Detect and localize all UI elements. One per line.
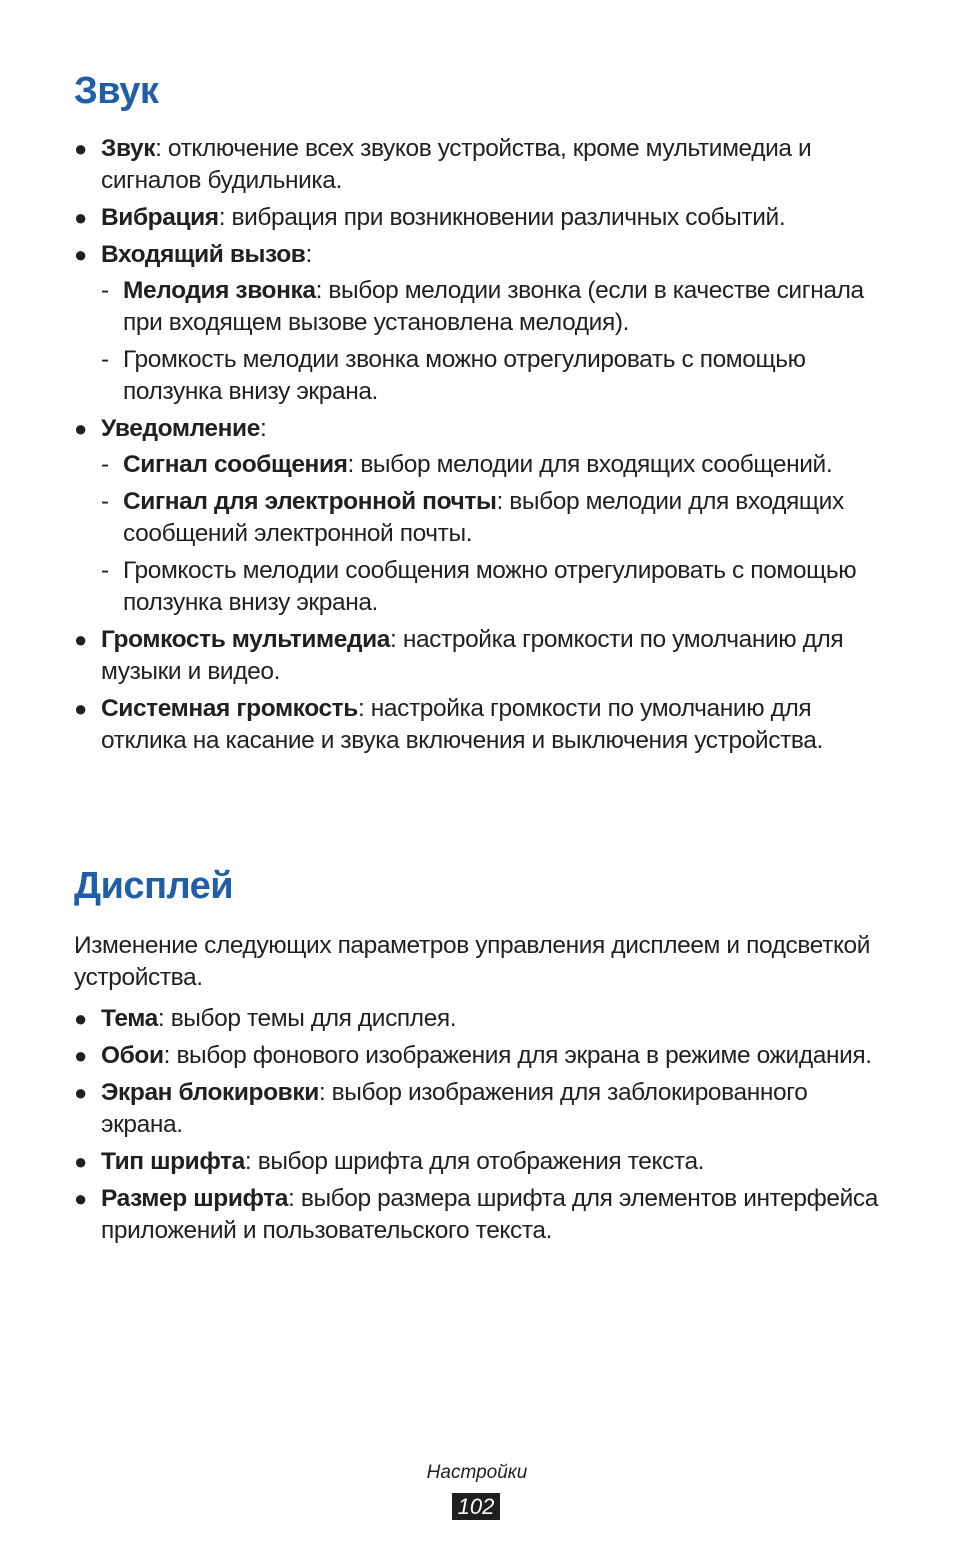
list-item — [74, 133, 886, 197]
item-desc: : настройка громкости по умолчанию для музыки и видео. — [101, 626, 844, 685]
item-term: Сигнал сообщения — [123, 451, 348, 478]
section-heading-sound: Звук — [74, 70, 159, 112]
item-term: Тема — [101, 1005, 158, 1032]
item-desc: : вибрация при возникновении различных событий. — [218, 204, 786, 231]
list-item — [74, 1077, 886, 1141]
list-item — [74, 239, 886, 408]
bullet-icon: ● — [74, 205, 87, 230]
bullet-icon: ● — [74, 1186, 87, 1211]
item-desc: : выбор размера шрифта для элементов интерфейса приложений и пользовательского текста. — [101, 1185, 878, 1244]
item-term: Тип шрифта — [101, 1148, 245, 1175]
bullet-icon: ● — [74, 1149, 87, 1174]
bullet-icon: ● — [74, 1043, 87, 1068]
dash-icon: - — [101, 557, 109, 584]
sub-list-item — [101, 344, 886, 408]
sub-list-item — [101, 275, 886, 339]
bullet-icon: ● — [74, 242, 87, 267]
item-term: Вибрация — [101, 204, 219, 231]
item-term: Звук — [101, 135, 156, 162]
item-desc: : выбор мелодии для входящих сообщений электронной почты. — [123, 488, 844, 547]
item-desc: : выбор фонового изображения для экрана в режиме ожидания. — [163, 1042, 872, 1069]
list-item — [74, 1183, 886, 1247]
item-term: Системная громкость — [101, 695, 358, 722]
item-desc: : отключение всех звуков устройства, кроме мультимедиа и сигналов будильника. — [101, 135, 812, 194]
item-term: Громкость мультимедиа — [101, 626, 390, 653]
section-heading-display: Дисплей — [74, 865, 234, 907]
bullet-icon: ● — [74, 627, 87, 652]
list-item — [74, 413, 886, 619]
item-term: Сигнал для электронной почты — [123, 488, 497, 515]
item-term: Экран блокировки — [101, 1079, 319, 1106]
list-item — [74, 1040, 886, 1072]
dash-icon: - — [101, 277, 109, 304]
bullet-icon: ● — [74, 416, 87, 441]
page-number: 102 — [452, 1493, 500, 1520]
item-term: Обои — [101, 1042, 164, 1069]
item-term: Уведомление — [101, 415, 260, 442]
dash-icon: - — [101, 451, 109, 478]
display-intro: Изменение следующих параметров управления дисплеем и подсветкой устройства. — [74, 932, 871, 991]
bullet-icon: ● — [74, 696, 87, 721]
sub-list-item — [101, 555, 886, 619]
item-desc: : — [259, 415, 267, 442]
bullet-icon: ● — [74, 1080, 87, 1105]
item-desc: : настройка громкости по умолчанию для отклика на касание и звука включения и выключения устройства. — [101, 695, 823, 754]
sub-list-item — [101, 486, 886, 550]
item-term: Входящий вызов — [101, 241, 306, 268]
item-desc: : выбор мелодии звонка (если в качестве сигнала при входящем вызове установлена мелодия). — [123, 277, 864, 336]
item-desc: : — [305, 241, 312, 268]
list-item — [74, 1003, 886, 1035]
item-desc: Громкость мелодии звонка можно отрегулировать с помощью ползунка внизу экрана. — [123, 346, 806, 405]
sub-list — [101, 449, 886, 619]
dash-icon: - — [101, 488, 109, 515]
item-term: Мелодия звонка — [123, 277, 316, 304]
item-desc: Громкость мелодии сообщения можно отрегулировать с помощью ползунка внизу экрана. — [123, 557, 857, 616]
sub-list — [101, 275, 886, 408]
display-settings-list — [74, 1003, 886, 1252]
dash-icon: - — [101, 346, 109, 373]
bullet-icon: ● — [74, 136, 87, 161]
list-item — [74, 202, 886, 234]
bullet-icon: ● — [74, 1006, 87, 1031]
list-item — [74, 693, 886, 757]
item-desc: : выбор мелодии для входящих сообщений. — [347, 451, 833, 478]
sub-list-item — [101, 449, 886, 481]
footer-section-name: Настройки — [426, 1462, 528, 1483]
item-desc: : выбор темы для дисплея. — [157, 1005, 457, 1032]
sound-settings-list — [74, 133, 886, 762]
list-item — [74, 1146, 886, 1178]
item-desc: : выбор изображения для заблокированного экрана. — [101, 1079, 808, 1138]
list-item — [74, 624, 886, 688]
item-desc: : выбор шрифта для отображения текста. — [244, 1148, 705, 1175]
item-term: Размер шрифта — [101, 1185, 289, 1212]
